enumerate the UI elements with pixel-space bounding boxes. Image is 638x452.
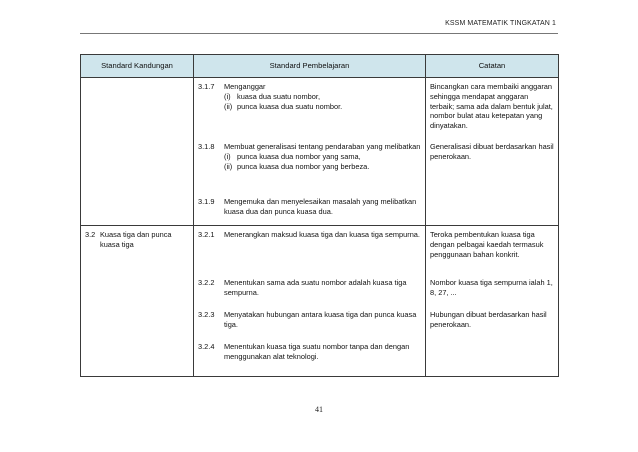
standard-kandungan-cell bbox=[81, 338, 194, 377]
subitem-marker: (i) bbox=[224, 151, 231, 161]
subitem-text: punca kuasa dua suatu nombor. bbox=[237, 101, 343, 111]
standard-pembelajaran-cell bbox=[194, 338, 426, 377]
learning-standard-text: Membuat generalisasi tentang pendaraban yang melibatkan bbox=[224, 142, 421, 151]
subitem-text: kuasa dua suatu nombor, bbox=[237, 91, 320, 101]
standard-pembelajaran-cell bbox=[194, 138, 426, 193]
standard-pembelajaran-cell bbox=[194, 78, 426, 139]
subitem-marker: (ii) bbox=[224, 161, 233, 171]
content-standard-title: Kuasa tiga dan punca kuasa tiga bbox=[100, 230, 172, 249]
table-row bbox=[81, 78, 559, 139]
page-number: 41 bbox=[315, 405, 323, 414]
learning-standard-text: Menganggar bbox=[224, 82, 266, 91]
note-text: Hubungan dibuat berdasarkan hasil penerokaan. bbox=[430, 310, 547, 329]
subitem-text: punca kuasa dua nombor yang sama, bbox=[237, 151, 361, 161]
catatan-cell bbox=[426, 274, 559, 306]
table-row bbox=[81, 193, 559, 226]
learning-standard-text: Mengemuka dan menyelesaikan masalah yang melibatkan kuasa dua dan punca kuasa dua. bbox=[224, 197, 417, 216]
learning-standard-number: 3.1.9 bbox=[198, 197, 215, 206]
note-text: Teroka pembentukan kuasa tiga dengan pelbagai kaedah termasuk penggunaan bahan konkrit. bbox=[430, 230, 544, 259]
catatan-cell bbox=[426, 138, 559, 193]
standard-kandungan-cell bbox=[81, 306, 194, 338]
curriculum-table bbox=[80, 54, 559, 377]
note-text bbox=[426, 193, 558, 197]
note-text: Generalisasi dibuat berdasarkan hasil penerokaan. bbox=[430, 142, 554, 161]
standard-kandungan-cell bbox=[81, 193, 194, 226]
learning-standard-text: Menentukan kuasa tiga suatu nombor tanpa dan dengan menggunakan alat teknologi. bbox=[224, 342, 410, 361]
standard-kandungan-cell bbox=[81, 274, 194, 306]
table-row bbox=[81, 138, 559, 193]
subitem-text: punca kuasa dua nombor yang berbeza. bbox=[237, 161, 370, 171]
content-standard-number: 3.2 bbox=[85, 230, 96, 239]
standard-kandungan-cell bbox=[81, 226, 194, 275]
subitem-marker: (i) bbox=[224, 91, 231, 101]
column-header-standard-pembelajaran: Standard Pembelajaran bbox=[194, 55, 426, 78]
learning-standard-text: Menerangkan maksud kuasa tiga dan kuasa tiga sempurna. bbox=[224, 230, 420, 239]
note-text bbox=[426, 338, 558, 342]
note-text: Nombor kuasa tiga sempurna ialah 1, 8, 27, ... bbox=[430, 278, 553, 297]
learning-standard-subitem bbox=[224, 102, 421, 112]
table-row bbox=[81, 274, 559, 306]
catatan-cell bbox=[426, 306, 559, 338]
standard-kandungan-cell bbox=[81, 78, 194, 139]
table-header-row bbox=[81, 55, 559, 78]
learning-standard-number: 3.2.4 bbox=[198, 342, 215, 351]
running-header: KSSM MATEMATIK TINGKATAN 1 bbox=[445, 20, 556, 27]
table-row bbox=[81, 338, 559, 377]
learning-standard-number: 3.2.3 bbox=[198, 310, 215, 319]
catatan-cell bbox=[426, 226, 559, 275]
learning-standard-number: 3.2.2 bbox=[198, 278, 215, 287]
table-row bbox=[81, 306, 559, 338]
subitem-marker: (ii) bbox=[224, 101, 233, 111]
standard-kandungan-cell bbox=[81, 138, 194, 193]
learning-standard-text: Menyatakan hubungan antara kuasa tiga dan punca kuasa tiga. bbox=[224, 310, 417, 329]
column-header-catatan: Catatan bbox=[426, 55, 559, 78]
standard-pembelajaran-cell bbox=[194, 226, 426, 275]
learning-standard-subitem bbox=[224, 152, 421, 162]
learning-standard-subitem bbox=[224, 92, 421, 102]
learning-standard-text: Menentukan sama ada suatu nombor adalah kuasa tiga sempurna. bbox=[224, 278, 407, 297]
learning-standard-subitem bbox=[224, 162, 421, 172]
header-rule bbox=[80, 33, 558, 34]
learning-standard-number: 3.1.7 bbox=[198, 82, 215, 91]
catatan-cell bbox=[426, 78, 559, 139]
catatan-cell bbox=[426, 338, 559, 377]
learning-standard-number: 3.2.1 bbox=[198, 230, 215, 239]
learning-standard-number: 3.1.8 bbox=[198, 142, 215, 151]
catatan-cell bbox=[426, 193, 559, 226]
standard-pembelajaran-cell bbox=[194, 306, 426, 338]
column-header-standard-kandungan: Standard Kandungan bbox=[81, 55, 194, 78]
table-row bbox=[81, 226, 559, 275]
note-text: Bincangkan cara membaiki anggaran sehingga mendapat anggaran terbaik; sama ada dalam bentuk julat, nombor bulat atau ketepatan yang dinyatakan. bbox=[430, 82, 553, 131]
standard-pembelajaran-cell bbox=[194, 274, 426, 306]
standard-pembelajaran-cell bbox=[194, 193, 426, 226]
